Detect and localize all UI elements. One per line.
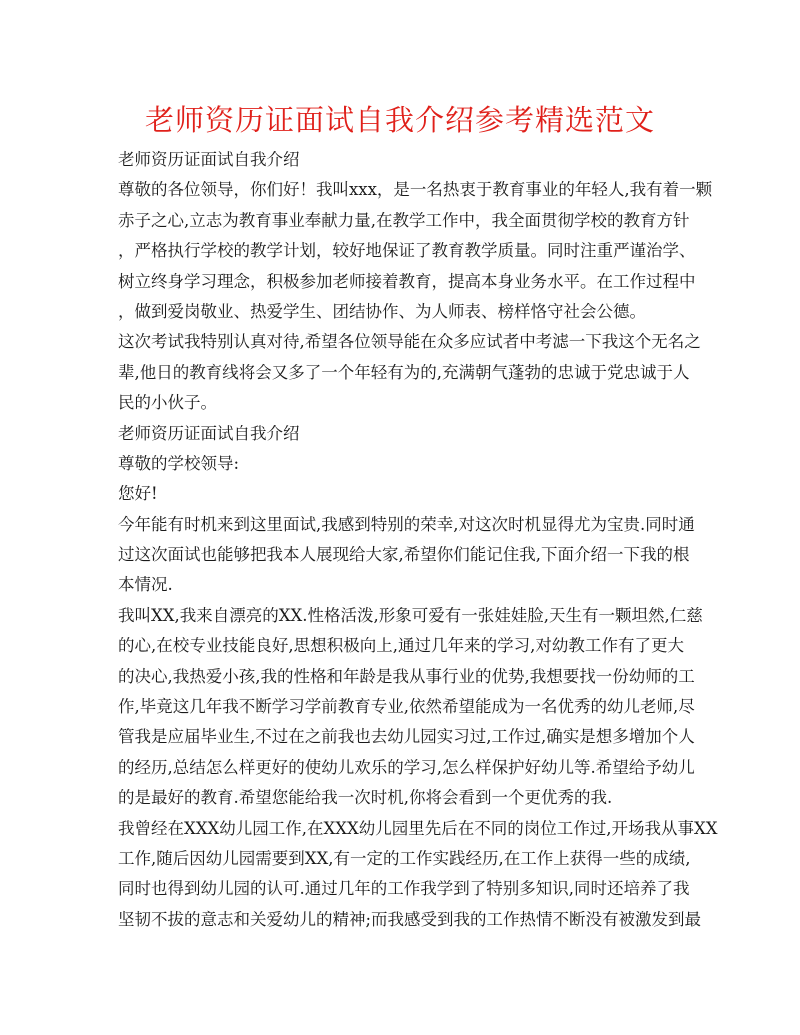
text-line: 我叫XX,我来自漂亮的XX.性格活泼,形象可爱有一张娃娃脸,天生有一颗坦然,仁慈 [118,605,703,625]
text-line: 过这次面试也能够把我本人展现给大家,希望你们能记住我,下面介绍一下我的根 [118,545,690,565]
text-line: 本情况. [118,575,173,595]
text-line: 的决心,我热爱小孩,我的性格和年龄是我从事行业的优势,我想要找一份幼师的工 [118,666,695,686]
text-line: 的是最好的教育.希望您能给我一次时机,你将会看到一个更优秀的我. [118,788,613,808]
text-line: ，严格执行学校的教学计划，较好地保证了教育教学质量。同时注重严谨治学、 [118,241,696,261]
text-line: 尊敬的各位领导，你们好！我叫xxx，是一名热衷于教育事业的年轻人,我有着一颗 [118,180,713,200]
text-line: 这次考试我特别认真对待,希望各位领导能在众多应试者中考滤一下我这个无名之 [118,332,701,352]
text-line: 工作,随后因幼儿园需要到XX,有一定的工作实践经历,在工作上获得一些的成绩, [118,848,691,868]
text-line: 的心,在校专业技能良好,思想积极向上,通过几年来的学习,对幼教工作有了更大 [118,636,684,656]
text-line: 民的小伙子。 [118,393,217,413]
text-line: 我曾经在XXX幼儿园工作,在XXX幼儿园里先后在不同的岗位工作过,开场我从事XX [118,818,718,838]
text-line: ，做到爱岗敬业、热爱学生、团结协作、为人师表、榜样恪守社会公德。 [118,301,646,321]
text-line: 坚韧不拔的意志和关爱幼儿的精神;而我感受到我的工作热情不断没有被激发到最 [118,909,702,929]
document-body [118,145,718,935]
text-line: 老师资历证面试自我介绍 [118,150,300,169]
text-line: 的经历,总结怎么样更好的使幼儿欢乐的学习,怎么样保护好幼儿等.希望给予幼儿 [118,757,695,777]
text-line: 赤子之心,立志为教育事业奉献力量,在教学工作中，我全面贯彻学校的教育方针 [118,210,690,230]
text-line: 作,毕竟这几年我不断学习学前教育专业,依然希望能成为一名优秀的幼儿老师,尽 [118,697,695,717]
text-line: 尊敬的学校领导: [118,453,240,473]
text-line: 辈,他日的教育线将会又多了一个年轻有为的,充满朝气蓬勃的忠诚于党忠诚于人 [118,362,690,382]
document-title: 老师资历证面试自我介绍参考精选范文 [144,103,655,137]
text-line: 管我是应届毕业生,不过在之前我也去幼儿园实习过,工作过,确实是想多增加个人 [118,727,695,747]
text-line: 今年能有时机来到这里面试,我感到特别的荣幸,对这次时机显得尤为宝贵.同时通 [118,514,695,534]
text-line: 同时也得到幼儿园的认可.通过几年的工作我学到了特别多知识,同时还培养了我 [118,879,690,899]
text-line: 您好! [118,484,158,504]
text-line: 老师资历证面试自我介绍 [118,423,300,443]
text-line: 树立终身学习理念，积极参加老师接着教育，提高本身业务水平。在工作过程中 [118,271,696,291]
